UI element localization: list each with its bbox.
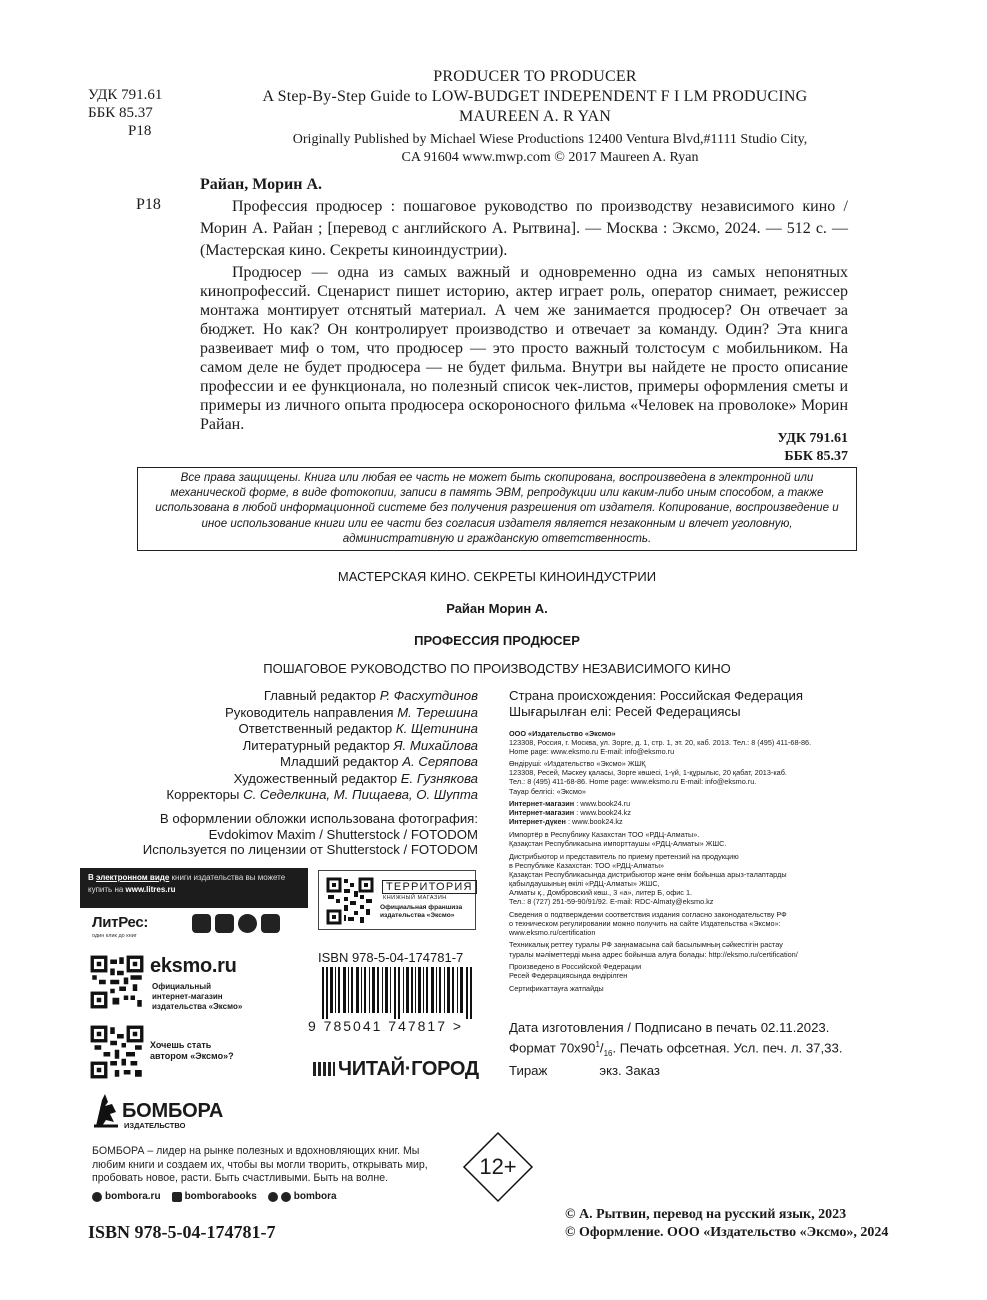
editor-role: Руководитель направления (224, 704, 394, 720)
info-line: 123308, Ресей, Мәскеу қаласы, Зорге көшесі, 1-үй, 1-құрылыс, 20 қабат, 2013-каб. (509, 768, 787, 778)
bibliographic-description: Профессия продюсер : пошаговое руководство по производству независимого кино / Морин А. Райан ; [перевод с английского А. Рытвина]. — Москва : Эксмо, 2024. — 512 с. — (Мастерская кино. Секреты киноиндустрии). (200, 198, 848, 259)
format-prefix: Формат 70x90 (509, 1040, 596, 1056)
classification-block (88, 86, 162, 140)
globe-icon (92, 1192, 102, 1202)
info-line: www.eksmo.ru/certification (509, 927, 596, 937)
copyright-line: © А. Рытвин, перевод на русский язык, 2023 (565, 1207, 847, 1222)
country-kz: Шығарылған елі: Ресей Федерациясы (509, 704, 741, 719)
info-line (509, 799, 859, 808)
copyright-line: © Оформление. ООО «Издательство «Эксмо», 2024 (565, 1225, 889, 1240)
territory-name: ТЕРРИТОРИЯ (382, 880, 477, 894)
litres-tagline: один клик до книг (92, 933, 137, 939)
original-title: PRODUCER TO PRODUCER (433, 68, 637, 85)
format-fraction-den: 16 (603, 1049, 613, 1059)
cover-photo-line: Evdokimov Maxim / Shutterstock / FOTODOM (208, 826, 478, 842)
author-cta (150, 1040, 234, 1062)
info-line: Алматы қ., Домбровский көш., 3 «а», литер Б, офис 1. (509, 888, 693, 897)
card-udk: УДК 791.61 (777, 431, 848, 446)
territory-qr-icon (326, 877, 374, 925)
editor-row (80, 705, 478, 722)
chitai-gorod-logo (313, 1058, 479, 1081)
editor-row (80, 738, 478, 755)
social-site[interactable] (92, 1191, 161, 1202)
social-label: bomborabooks (184, 1191, 257, 1202)
rights-notice: Все права защищены. Книга или любая ее часть не может быть скопирована, воспроизведена в электронной или механической форме, в виде фотокопии, записи в память ЭВМ, репродукции или каким-либо иным способом, а также использована в любой информационной системе без получения разрешения от издателя. Копирование, воспроизведение и иное использование книги или ее части без согласия издателя является незаконным и влечет уголовную, административную и гражданскую ответственность. (137, 467, 857, 551)
territory-franchise (380, 904, 462, 920)
litres-logo: ЛитРес: (92, 914, 149, 931)
imprint-title: ПРОФЕССИЯ ПРОДЮСЕР (414, 633, 580, 648)
barcode-icon (316, 967, 478, 1019)
print-info (509, 1019, 843, 1079)
editor-name: Я. Михайлова (393, 737, 478, 753)
run-label: Тираж (509, 1063, 548, 1079)
original-publisher-line: CA 91604 www.mwp.com © 2017 Maureen A. Ryan (401, 150, 699, 165)
info-line (509, 808, 859, 817)
info-line: Тел.: 8 (727) 251-59-90/91/92. E-mail: RDC-Almaty@eksmo.kz (509, 897, 714, 907)
caption-line: издательства «Эксмо» (152, 1002, 243, 1011)
original-title-block (210, 67, 860, 127)
imprint-author: Райан Морин А. (446, 601, 548, 616)
franchise-line: издательства «Эксмо» (380, 912, 455, 919)
editor-name: А. Серяпова (402, 754, 478, 769)
udk-code: УДК 791.61 (88, 87, 163, 103)
litres-url[interactable]: www.litres.ru (125, 885, 176, 894)
chitai-gorod-icon (313, 1062, 335, 1076)
editors-list (80, 688, 478, 804)
annotation: Продюсер — одна из самых важный и одновременно одна из самых непонятных кинопрофессий. Сценарист пишет историю, актер играет роль, оператор снимает, режиссер монтажа монтирует отснятый материал. А чем же занимается продюсер? Он отвечает за бюджет. Но как? Он контролирует производство и отвечает за команду. Один? Эта книга развеивает миф о том, что продюсер — это просто важный толстосум с мобильником. На самом деле не будет продюсера — не будет фильма. Внутри вы найдете не просто описание профессии и ее функционала, но полезный список чек-листов, примеры оформления сметы и примеры из личного опыта продюсера оскороносного фильма «Человек на проволоке» Морин Райан. (200, 264, 848, 433)
editor-row (80, 754, 478, 771)
editor-name: К. Щетинина (395, 721, 478, 736)
copyright (565, 1206, 888, 1242)
editor-role: Главный редактор (263, 688, 377, 703)
editor-role: Младший редактор (280, 754, 399, 769)
shop-label: Интернет-дүкен (509, 817, 566, 827)
publisher-name: ООО «Издательство «Эксмо» (509, 728, 616, 738)
barcode-digits: 9 785041 747817 > (308, 1018, 464, 1034)
info-line: Қазақстан Республикасына импорттаушы «РДЦ-Алматы» ЖШС. (509, 839, 727, 849)
original-author: MAUREEN A. R YAN (459, 108, 611, 125)
author-sign-code: Р18 (128, 123, 152, 139)
chitai-gorod-text: ЧИТАЙ·ГОРОД (338, 1058, 479, 1080)
franchise-line: Официальная франшиза (380, 904, 463, 911)
android-icon (215, 914, 234, 933)
cta-line: автором «Эксмо»? (150, 1051, 234, 1061)
card-bbk: ББК 85.37 (784, 449, 848, 464)
caption-line: Официальный (152, 982, 212, 991)
shop-url: : www.book24.ru (576, 799, 631, 809)
print-format: Формат $70x90^1/_{16}$. Печать офсетная. Усл. печ. л. 37,33. (509, 1040, 843, 1059)
cover-photo-credit (80, 811, 478, 858)
eksmo-shop-caption (152, 982, 242, 1012)
original-publisher-line: Originally Published by Michael Wiese Productions 12400 Ventura Blvd,#1111 Studio City, (292, 132, 808, 147)
editor-name: Е. Гузнякова (400, 770, 478, 786)
chat-icon (268, 1192, 278, 1202)
info-line: Өндіруші: «Издательство «Эксмо» ЖШҚ (509, 759, 646, 769)
editor-name: М. Терешина (397, 704, 478, 720)
ubuntu-icon (238, 914, 257, 933)
card-author: Райан, Морин А. (200, 176, 322, 193)
series-name: МАСТЕРСКАЯ КИНО. СЕКРЕТЫ КИНОИНДУСТРИИ (337, 569, 657, 584)
editor-row (80, 721, 478, 738)
original-publisher (250, 131, 850, 167)
editor-row (80, 688, 478, 705)
info-line: қабылдаушының өкілі «РДЦ-Алматы» ЖШС, (509, 878, 660, 888)
shop-label: Интернет-магазин (509, 799, 575, 809)
apple-icon (192, 914, 211, 933)
original-subtitle: A Step-By-Step Guide to LOW-BUDGET INDEPENDENT F I LM PRODUCING (262, 88, 808, 105)
platform-icons (192, 914, 280, 933)
print-date: Дата изготовления / Подписано в печать 02.11.2023. (509, 1020, 830, 1035)
bbk-code: ББК 85.37 (88, 105, 153, 121)
eksmo-site[interactable]: eksmo.ru (150, 955, 237, 977)
info-line: в Республике Казахстан: ТОО «РДЦ-Алматы» (509, 860, 665, 870)
bombora-name: БОМБОРА (122, 1100, 224, 1122)
banner-text: электронном виде (96, 873, 170, 882)
info-line: о техническом регулировании можно получить на сайте Издательства «Эксмо»: (509, 918, 781, 928)
litres-banner[interactable] (80, 868, 308, 908)
shop-label: Интернет-магазин (509, 808, 575, 818)
author-qr-icon[interactable] (90, 1025, 144, 1079)
editor-role: Художественный редактор (233, 770, 398, 786)
info-line: Импортёр в Республику Казахстан ТОО «РДЦ-Алматы». (509, 829, 700, 839)
info-line: Қазақстан Республикасында дистрибьютор және өнім бойынша арыз-талаптарды (509, 869, 787, 879)
info-line (509, 817, 859, 826)
editor-row (80, 787, 478, 804)
cover-photo-line: В оформлении обложки использована фотография: (159, 811, 478, 826)
barcode-isbn: ISBN 978-5-04-174781-7 (318, 950, 464, 965)
editor-role: Ответственный редактор (238, 721, 393, 736)
vk-icon (172, 1192, 182, 1202)
shop-url: : www.book24.kz (576, 808, 631, 818)
print-run (509, 1062, 843, 1079)
caption-line: интернет-магазин (152, 992, 223, 1001)
isbn-bottom: ISBN 978-5-04-174781-7 (88, 1222, 276, 1242)
editor-role: Литературный редактор (242, 737, 390, 753)
country-ru: Страна происхождения: Российская Федерация (509, 688, 803, 703)
format-suffix: . Печать офсетная. Усл. печ. л. 37,33. (612, 1040, 843, 1056)
banner-text: книги издательства вы можете купить на (88, 873, 286, 894)
card-code: Р18 (136, 196, 161, 213)
telegram-icon (281, 1192, 291, 1202)
eksmo-qr-icon[interactable] (90, 955, 144, 1009)
editor-name: С. Седелкина, М. Пищаева, О. Шупта (243, 787, 478, 802)
card-classification (700, 430, 848, 466)
info-line: Home page: www.eksmo.ru E-mail: info@eksmo.ru (509, 746, 675, 756)
social-label: bombora (293, 1191, 337, 1202)
cover-photo-line: Используется по лицензии от Shutterstock / FOTODOM (142, 842, 478, 857)
info-line: Сведения о подтверждении соответствия издания согласно законодательству РФ (509, 909, 787, 919)
territory-sub: КНИЖНЫЙ МАГАЗИН (383, 895, 447, 901)
country-of-origin (509, 688, 803, 720)
info-line: Техникалық реттеу туралы РФ заңнамасына сай басылымның сәйкестігін растау (509, 940, 783, 950)
info-line: Сертификаттауға жатпайды (509, 983, 604, 993)
age-rating: 12+ (479, 1154, 517, 1179)
windows-icon (261, 914, 280, 933)
bombora-wave-icon (92, 1092, 120, 1128)
info-line: Произведено в Российской Федерации (509, 962, 642, 972)
bombora-publisher: ИЗДАТЕЛЬСТВО (124, 1121, 186, 1130)
editor-role: Корректоры (166, 787, 240, 802)
social-telegram[interactable] (268, 1191, 337, 1202)
social-links (92, 1191, 337, 1202)
info-line: Тел.: 8 (495) 411-68-86. Home page: www.eksmo.ru E-mail: info@eksmo.ru. (509, 777, 757, 787)
order-label: экз. Заказ (599, 1063, 660, 1079)
cta-line: Хочешь стать (150, 1040, 212, 1050)
format-fraction-num: 1 (595, 1040, 600, 1049)
banner-text: В (88, 873, 96, 882)
editor-name: Р. Фасхутдинов (379, 688, 478, 703)
publisher-info (509, 725, 859, 996)
info-line: туралы мәліметтерді мына адрес бойынша алуға болады: http://eksmo.ru/certification/ (509, 949, 798, 959)
bombora-description: БОМБОРА – лидер на рынке полезных и вдохновляющих книг. Мы любим книги и создаем их, чтобы вы могли творить, открывать мир, пробовать новое, расти. Быть счастливыми. Быть на волне. (92, 1145, 428, 1184)
editor-row (80, 771, 478, 788)
info-line: Ресей Федерациясында өндірілген (509, 971, 628, 981)
info-line: Дистрибьютор и представитель по приему претензий на продукцию (509, 851, 739, 861)
imprint-subtitle: ПОШАГОВОЕ РУКОВОДСТВО ПО ПРОИЗВОДСТВУ НЕЗАВИСИМОГО КИНО (263, 661, 731, 676)
info-line: Тауар белгісі: «Эксмо» (509, 786, 586, 796)
shop-url: : www.book24.kz (567, 817, 623, 827)
info-line: 123308, Россия, г. Москва, ул. Зорге, д. 1, стр. 1, эт. 20, каб. 2013. Тел.: 8 (495) 411-68-86. (509, 737, 812, 747)
social-vk[interactable] (172, 1191, 257, 1202)
social-label: bombora.ru (105, 1191, 161, 1202)
